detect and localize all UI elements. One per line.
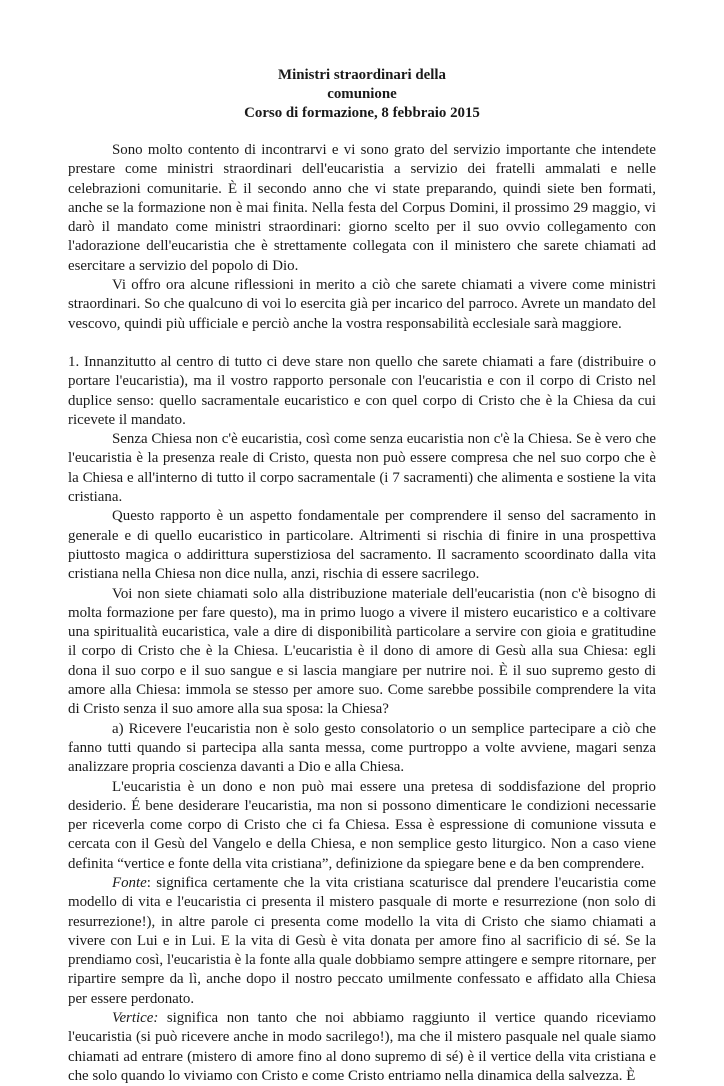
term-vertice: Vertice:	[112, 1010, 159, 1027]
paragraph-reflections: Vi offro ora alcune riflessioni in merito a ciò che sarete chiamati a vivere come ministri straordinari. So che qualcuno di voi lo esercita già per incarico del parroco. Avrete un mandato del vescovo, quindi più ufficiale e perciò anche la vostra responsabilità ecclesiale sarà maggiore.	[68, 277, 656, 332]
paragraph-vertice-text: significa non tanto che noi abbiamo raggiunto il vertice quando riceviamo l'eucaristia (si può ricevere anche in modo sacrilego!), ma che il mistero pasquale nel quale siamo chiamati ad entrare (mistero di amore fino al dono supremo di sé) è il vertice della vita cristiana e che solo quando lo viviamo con Cristo e come Cristo entriamo nella dinamica della salvezza. È	[68, 1010, 656, 1084]
paragraph-gift: L'eucaristia è un dono e non può mai essere una pretesa di soddisfazione del proprio desiderio. É bene desiderare l'eucaristia, ma non si possono dimenticare le condizioni necessarie per riceverla come corpo di Cristo che ci fa Chiesa. Essa è espressione di comunione vissuta e cercata con il Gesù del Vangelo e della Chiesa, e non semplice gesto liturgico. Non a caso viene definita “vertice e fonte della vita cristiana”, definizione da spiegare bene e da ben comprendere.	[68, 778, 656, 872]
paragraph-vertice	[68, 1009, 656, 1086]
paragraph-intro: Sono molto contento di incontrarvi e vi sono grato del servizio importante che intendete prestare come ministri straordinari dell'eucaristia a servizio dei fratelli ammalati e nelle celebrazioni comunitarie. È il secondo anno che vi state preparando, quindi siete ben formati, anche se la formazione non è mai finita. Nella festa del Corpus Domini, il prossimo 29 maggio, vi darò il mandato come ministri straordinari: giorno scelto per il suo ovvio collegamento con l'adorazione dell'eucaristia che è strettamente collegata con il ministero che sarete chiamati ad esercitare a servizio del popolo di Dio.	[68, 142, 656, 274]
paragraph-gap	[68, 334, 656, 353]
term-fonte: Fonte	[112, 874, 147, 891]
paragraph-point-a: a) Ricevere l'eucaristia non è solo gesto consolatorio o un semplice partecipare a ciò che fanno tutti quando si partecipa alla santa messa, come purtroppo a volte avviene, magari senza analizzare propria coscienza davanti a Dio e alla Chiesa.	[68, 720, 656, 776]
page-title-line-2: comunione	[327, 86, 397, 102]
paragraph-point-1: 1. Innanzitutto al centro di tutto ci deve stare non quello che sarete chiamati a fare (distribuire o portare l'eucaristia), ma il vostro rapporto personale con l'eucaristia e con il corpo di Cristo nel duplice senso: quello sacramentale eucaristico e con quel corpo di Cristo che è la Chiesa da cui ricevete il mandato.	[68, 353, 656, 428]
paragraph-fonte-text: : significa certamente che la vita cristiana scaturisce dal prendere l'eucaristia come modello di vita e l'eucaristia ci presenta il mistero pasquale di morte e resurrezione (non solo di resurrezione!), in altre parole ci presenta come modello la vita di Cristo che siamo chiamati a vivere con Lui e in Lui. E la vita di Gesù è vita donata per amore fino al sacrificio di sé. Se la prendiamo così, l'eucaristia è la fonte alla quale dobbiamo sempre attingere e sempre ritornare, per ripartire sempre da lì, anche dopo il nostro peccato umilmente confessato e affidato alla Chiesa per essere perdonato.	[68, 874, 656, 1007]
document-page	[68, 66, 656, 1086]
paragraph-spirituality: Voi non siete chiamati solo alla distribuzione materiale dell'eucaristia (non c'è bisogno di molta formazione per fare questo), ma in primo luogo a vivere il mistero eucaristico e a coltivare una spiritualità eucaristica, vale a dire di disponibilità particolare a servire con gioia e gratitudine il corpo di Cristo che è la Chiesa. L'eucaristia è il dono di amore di Gesù alla sua Chiesa: egli dona il suo corpo e il suo sangue e si lascia mangiare per nutrire noi. È il suo supremo gesto di amore alla Chiesa: immola se stesso per amore suo. Come sarebbe possibile comprendere la vita di Cristo senza il suo amore alla sua sposa: la Chiesa?	[68, 585, 656, 718]
paragraph-fonte	[68, 874, 656, 1009]
page-title-line-1: Ministri straordinari della	[278, 67, 446, 83]
paragraph-relationship: Questo rapporto è un aspetto fondamentale per comprendere il senso del sacramento in generale e di quello eucaristico in particolare. Altrimenti si rischia di finire in una prospettiva piuttosto magica o addirittura superstiziosa del sacramento. Il sacramento scoordinato dalla vita cristiana nella Chiesa non dice nulla, anzi, rischia di essere sacrilego.	[68, 508, 656, 583]
page-subtitle: Corso di formazione, 8 febbraio 2015	[244, 105, 480, 121]
paragraph-church: Senza Chiesa non c'è eucaristia, così come senza eucaristia non c'è la Chiesa. Se è vero che l'eucaristia è la presenza reale di Cristo, questa non può essere compresa che nel suo corpo che è la Chiesa e all'interno di tutto il corpo sacramentale (i 7 sacramenti) che alimenta e sostiene la vita cristiana.	[68, 431, 656, 506]
title-block	[68, 66, 656, 123]
